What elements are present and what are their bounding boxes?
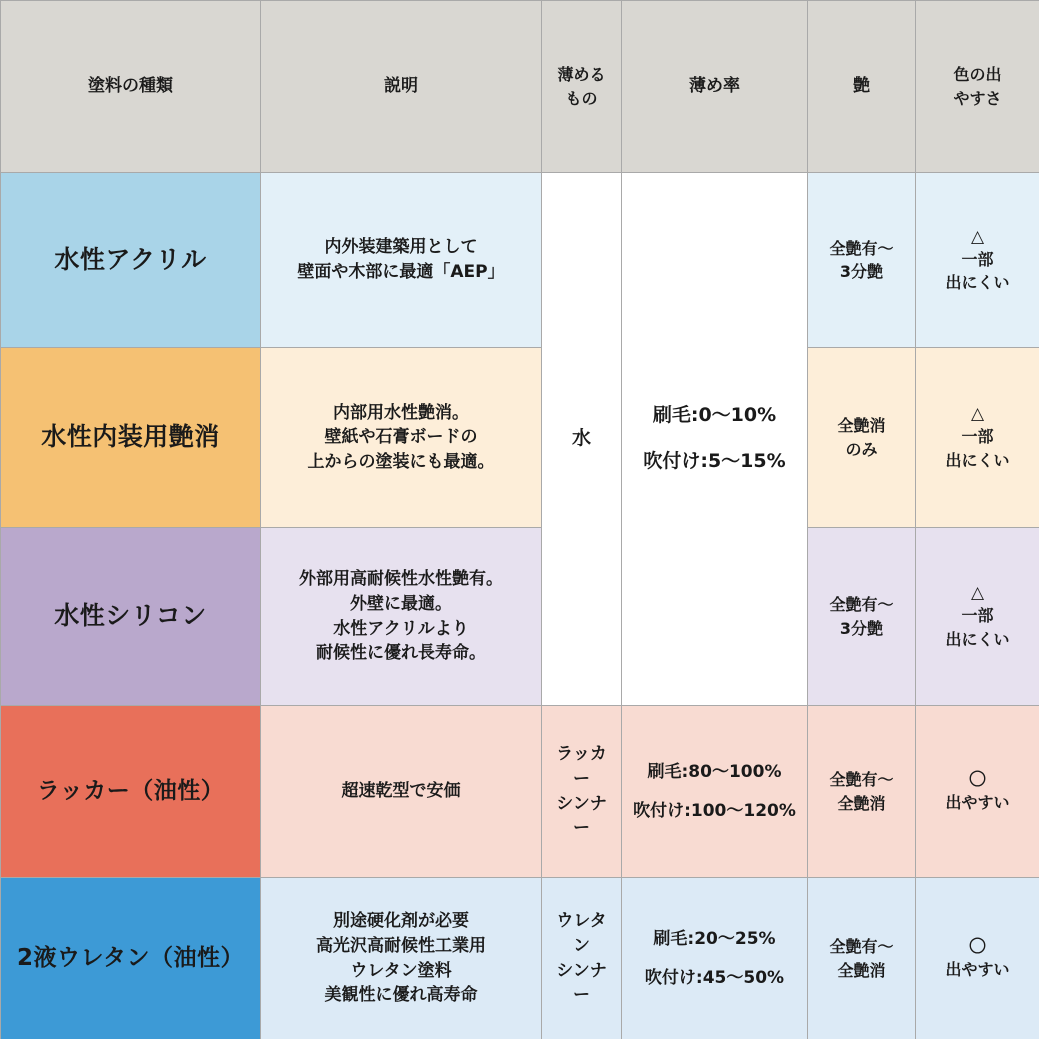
description-line: 上からの塗装にも最適。 [307, 451, 495, 472]
color-ease-line: 出やすい [945, 792, 1010, 812]
gloss-value [808, 173, 916, 348]
thinner-line: シンナー [556, 960, 607, 1006]
column-header-gloss: 艶 [808, 1, 916, 173]
column-header-paint-type: 塗料の種類 [1, 1, 261, 173]
dilution-line: 吹付け:100〜120% [633, 800, 796, 821]
color-ease-value [916, 878, 1039, 1039]
gloss-line: 全艶消 [837, 960, 886, 980]
color-ease-mark: △ [970, 583, 985, 604]
gloss-line: 全艶有〜 [829, 595, 894, 615]
gloss-line: 3分艶 [839, 262, 884, 281]
table-row [1, 878, 1039, 1039]
gloss-line: 全艶有〜 [829, 238, 894, 258]
gloss-value [808, 528, 916, 706]
column-header-description: 説明 [261, 1, 542, 173]
column-header-color-ease-line2: やすさ [953, 88, 1002, 108]
paint-description [261, 878, 542, 1039]
gloss-line: 全艶消 [837, 793, 886, 813]
paint-description [261, 173, 542, 348]
color-ease-value [916, 348, 1039, 528]
color-ease-line: 出にくい [945, 450, 1010, 470]
color-ease-line: 一部 [961, 606, 994, 626]
description-line: 水性アクリルより [333, 618, 469, 639]
gloss-line: 全艶有〜 [829, 937, 894, 957]
column-header-thinner [542, 1, 622, 173]
table-row [1, 348, 1039, 528]
paint-type-name: 水性シリコン [1, 528, 261, 706]
gloss-line: 3分艶 [839, 618, 884, 638]
dilution-line: 刷毛:0〜10% [652, 404, 777, 427]
thinner-value [542, 706, 622, 878]
description-line: 外部用高耐候性水性艶有。 [299, 569, 503, 590]
column-header-color-ease-line1: 色の出 [953, 65, 1002, 85]
paint-type-name: ラッカー（油性） [1, 706, 261, 878]
column-header-thinner-line2: もの [565, 88, 598, 108]
paint-type-name: 2液ウレタン（油性） [1, 878, 261, 1039]
description-line: 耐候性に優れ長寿命。 [316, 643, 486, 664]
description-line: 壁紙や石膏ボードの [324, 427, 478, 448]
description-line: 内部用水性艶消。 [333, 402, 469, 423]
color-ease-mark: △ [970, 404, 985, 425]
color-ease-mark: 〇 [969, 936, 986, 957]
gloss-line: のみ [845, 439, 878, 459]
thinner-water-merged: 水 [542, 173, 622, 706]
thinner-value [542, 878, 622, 1039]
paint-description [261, 706, 542, 878]
description-line: 内外装建築用として [324, 237, 478, 258]
table-header-row [1, 1, 1039, 173]
color-ease-value [916, 173, 1039, 348]
color-ease-value [916, 528, 1039, 706]
thinner-line: ラッカー [556, 744, 607, 789]
gloss-line: 全艶有〜 [829, 770, 894, 790]
paint-type-name: 水性アクリル [1, 173, 261, 348]
paint-description [261, 528, 542, 706]
description-line: 外壁に最適。 [350, 593, 452, 614]
description-line: 高光沢高耐候性工業用 [316, 935, 486, 956]
dilution-line: 刷毛:80〜100% [647, 761, 782, 782]
gloss-value [808, 706, 916, 878]
table-row [1, 173, 1039, 348]
dilution-rate-value [622, 706, 808, 878]
column-header-color-ease [916, 1, 1039, 173]
color-ease-mark: 〇 [969, 769, 986, 790]
description-line: 別途硬化剤が必要 [333, 911, 469, 932]
color-ease-line: 一部 [961, 427, 994, 447]
dilution-rate-water-merged [622, 173, 808, 706]
description-line: 超速乾型で安価 [341, 781, 461, 802]
color-ease-mark: △ [970, 226, 985, 247]
column-header-thinner-line1: 薄める [557, 65, 606, 85]
table-row [1, 528, 1039, 706]
column-header-dilution-rate: 薄め率 [622, 1, 808, 173]
gloss-value [808, 878, 916, 1039]
color-ease-line: 出にくい [945, 629, 1010, 649]
description-line: 壁面や木部に最適「AEP」 [297, 262, 505, 282]
color-ease-line: 出にくい [945, 273, 1010, 293]
gloss-value [808, 348, 916, 528]
paint-type-name: 水性内装用艶消 [1, 348, 261, 528]
table-row [1, 706, 1039, 878]
dilution-line: 吹付け:45〜50% [644, 967, 785, 988]
paint-description [261, 348, 542, 528]
color-ease-line: 一部 [961, 249, 994, 269]
color-ease-value [916, 706, 1039, 878]
dilution-line: 吹付け:5〜15% [643, 450, 786, 472]
dilution-rate-value [622, 878, 808, 1039]
description-line: ウレタン塗料 [350, 960, 452, 981]
thinner-line: シンナー [556, 793, 607, 839]
description-line: 美観性に優れ高寿命 [324, 985, 478, 1006]
thinner-line: ウレタン [556, 911, 607, 956]
color-ease-line: 出やすい [945, 959, 1010, 979]
gloss-line: 全艶消 [837, 416, 886, 436]
dilution-line: 刷毛:20〜25% [653, 928, 776, 949]
